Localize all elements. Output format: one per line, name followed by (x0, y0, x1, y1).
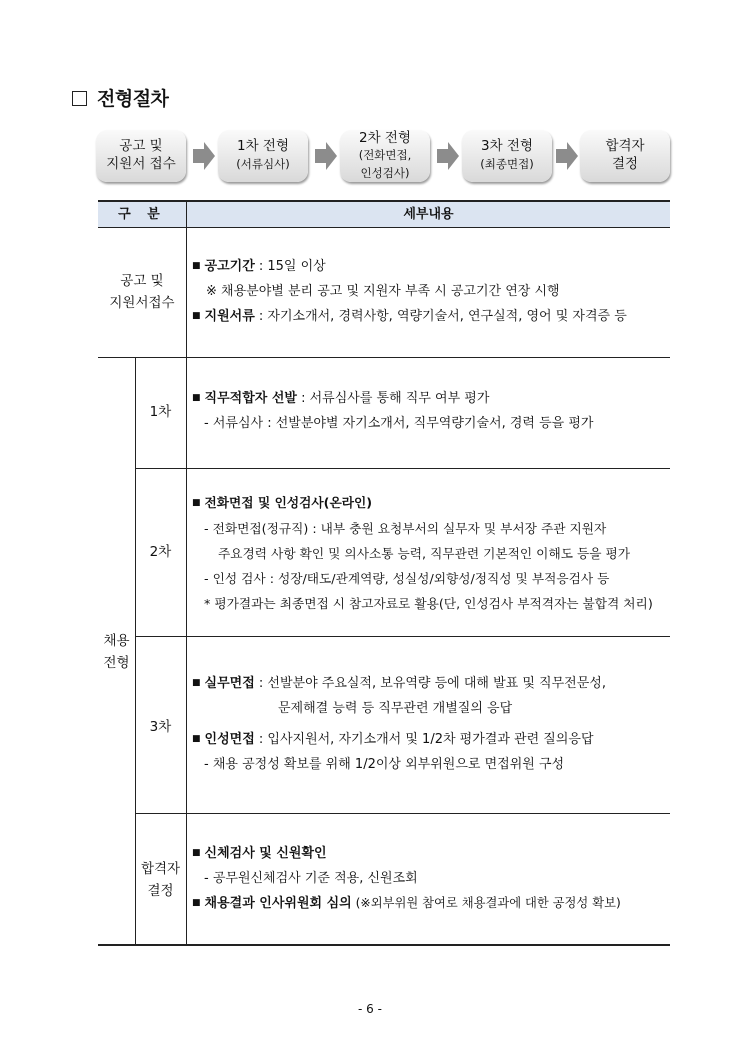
flow-step-stage2: 2차 전형 (전화면접, 인성검사) (340, 130, 430, 182)
row-content-stage1: ■ 직무적합자 선발 : 서류심사를 통해 직무 여부 평가 - 서류심사 : 선발분야별 자기소개서, 직무역량기술서, 경력 등을 평가 (192, 391, 594, 431)
row-content-notice: ■ 공고기간 : 15일 이상 ※ 채용분야별 분리 공고 및 지원자 부족 시 공고기간 연장 시행 ■ 지원서류 : 자기소개서, 경력사항, 역량기술서, 연구실적, 영어 및 자격증 등 (192, 259, 627, 324)
row-label-final: 합격자 결정 (140, 861, 181, 899)
row-divider (98, 357, 670, 358)
row-label-notice: 공고 및 지원서접수 (109, 273, 175, 311)
row-content-stage3: ■ 실무면접 : 선발분야 주요실적, 보유역량 등에 대해 발표 및 직무전문성, 문제해결 능력 등 직무관련 개별질의 응답 ■ 인성면접 : 입사지원서, 자기소개서 및 1/2차 평가결과 관련 질의응답 - 채용 공정성 확보를 위해 1/2이상 외부위원으로 면접위원 구성 (192, 676, 606, 772)
row-divider (135, 468, 670, 469)
page-number: - 6 - (358, 1002, 382, 1016)
process-flow (96, 130, 670, 186)
arrow-right-icon (437, 142, 459, 170)
row-label-stage2: 2차 (149, 544, 172, 560)
checkbox-square-icon (72, 91, 87, 106)
header-details: 세부내용 (403, 207, 454, 222)
procedure-table (98, 200, 670, 945)
table-header (98, 200, 670, 228)
flow-step-stage3: 3차 전형 (최종면접) (462, 130, 552, 182)
flow-step-notice: 공고 및 지원서 접수 (96, 130, 186, 182)
group-label-recruitment: 채용 전형 (103, 633, 130, 671)
section-title: 전형절차 (72, 84, 168, 111)
row-label-stage3: 3차 (149, 719, 172, 735)
row-label-stage1: 1차 (149, 404, 172, 420)
column-divider (186, 200, 187, 945)
row-divider (135, 636, 670, 637)
arrow-right-icon (315, 142, 337, 170)
arrow-right-icon (556, 142, 578, 170)
row-divider (135, 813, 670, 814)
table-bottom-border (98, 944, 670, 946)
flow-step-final: 합격자 결정 (580, 130, 670, 182)
header-category: 구 분 (118, 207, 166, 222)
row-content-stage2: ■ 전화면접 및 인성검사(온라인) - 전화면접(정규직) : 내부 충원 요청부서의 실무자 및 부서장 주관 지원자 주요경력 사항 확인 및 의사소통 능력, 직무관련 기본적인 이해도 등을 평가 - 인성 검사 : 성장/태도/관계역량, 성실성/외향성/정직성 및 부적응검사 등 * 평가결과는 최종면접 시 참고자료로 활용(단, 인성검사 부적격자는 불합격 처리) (192, 495, 653, 611)
row-content-final: ■ 신체검사 및 신원확인 - 공무원신체검사 기준 적용, 신원조회 ■ 채용결과 인사위원회 심의 (※외부위원 참여로 채용결과에 대한 공정성 확보) (192, 846, 621, 911)
flow-step-stage1: 1차 전형 (서류심사) (218, 130, 308, 182)
arrow-right-icon (193, 142, 215, 170)
subcolumn-divider (135, 357, 136, 945)
